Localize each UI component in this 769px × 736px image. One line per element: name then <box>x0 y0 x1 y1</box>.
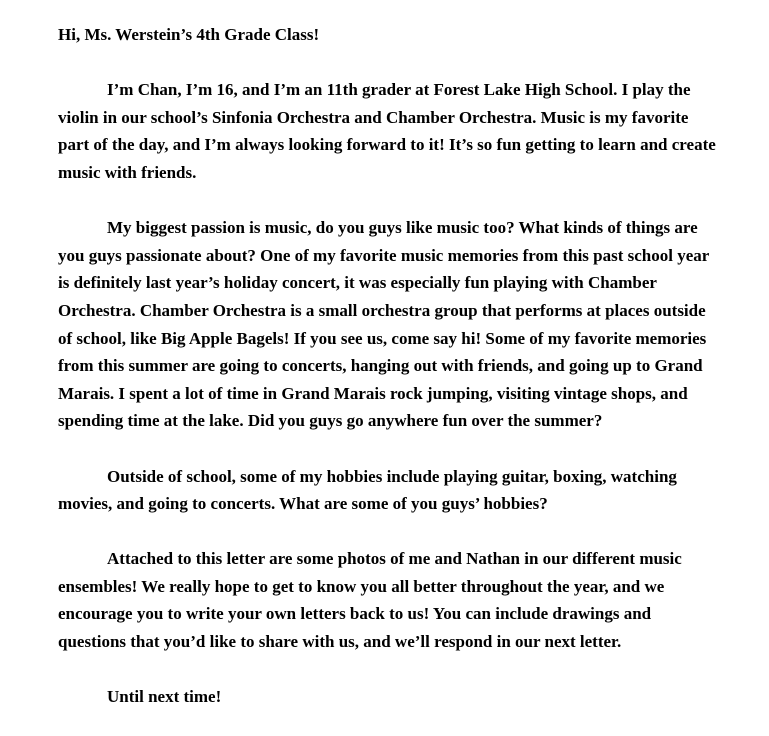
paragraph-line: of school, like Big Apple Bagels! If you see us, come say hi! Some of my favorite memories <box>58 328 707 348</box>
paragraph-line: you guys passionate about? One of my favorite music memories from this past school year <box>58 245 710 265</box>
paragraph-line: part of the day, and I’m always looking forward to it! It’s so fun getting to learn and create <box>58 135 716 155</box>
paragraph <box>58 214 711 435</box>
paragraph-line: movies, and going to concerts. What are some of you guys’ hobbies? <box>58 494 548 514</box>
paragraph-line: is definitely last year’s holiday concert, it was especially fun playing with Chamber <box>58 273 657 293</box>
paragraph-line: My biggest passion is music, do you guys like music too? What kinds of things are <box>107 218 698 238</box>
paragraph <box>58 545 711 655</box>
paragraph-line: Marais. I spent a lot of time in Grand Marais rock jumping, visiting vintage shops, and <box>58 383 688 403</box>
paragraph <box>58 76 716 186</box>
paragraph-line: violin in our school’s Sinfonia Orchestra and Chamber Orchestra. Music is my favorite <box>58 107 689 127</box>
paragraph-line: Attached to this letter are some photos of me and Nathan in our different music <box>107 549 682 569</box>
paragraph-line: ensembles! We really hope to get to know you all better throughout the year, and we <box>58 576 665 596</box>
paragraph-line: from this summer are going to concerts, hanging out with friends, and going up to Grand <box>58 356 703 376</box>
paragraph-line: encourage you to write your own letters back to us! You can include drawings and <box>58 604 652 624</box>
paragraph-line: music with friends. <box>58 162 197 182</box>
closing-block <box>58 683 711 711</box>
paragraph <box>58 463 711 518</box>
paragraph-line: questions that you’d like to share with us, and we’ll respond in our next letter. <box>58 632 622 652</box>
paragraph-line: I’m Chan, I’m 16, and I’m an 11th grader at Forest Lake High School. I play the <box>107 80 691 100</box>
greeting-line: Hi, Ms. Werstein’s 4th Grade Class! <box>58 25 320 44</box>
paragraph-line: spending time at the lake. Did you guys go anywhere fun over the summer? <box>58 411 603 431</box>
greeting-block <box>58 21 711 49</box>
letter-body <box>58 76 716 655</box>
paragraph-line: Outside of school, some of my hobbies include playing guitar, boxing, watching <box>107 466 677 486</box>
closing-line: Until next time! <box>107 687 222 707</box>
paragraph-line: Orchestra. Chamber Orchestra is a small orchestra group that performs at places outside <box>58 300 706 320</box>
